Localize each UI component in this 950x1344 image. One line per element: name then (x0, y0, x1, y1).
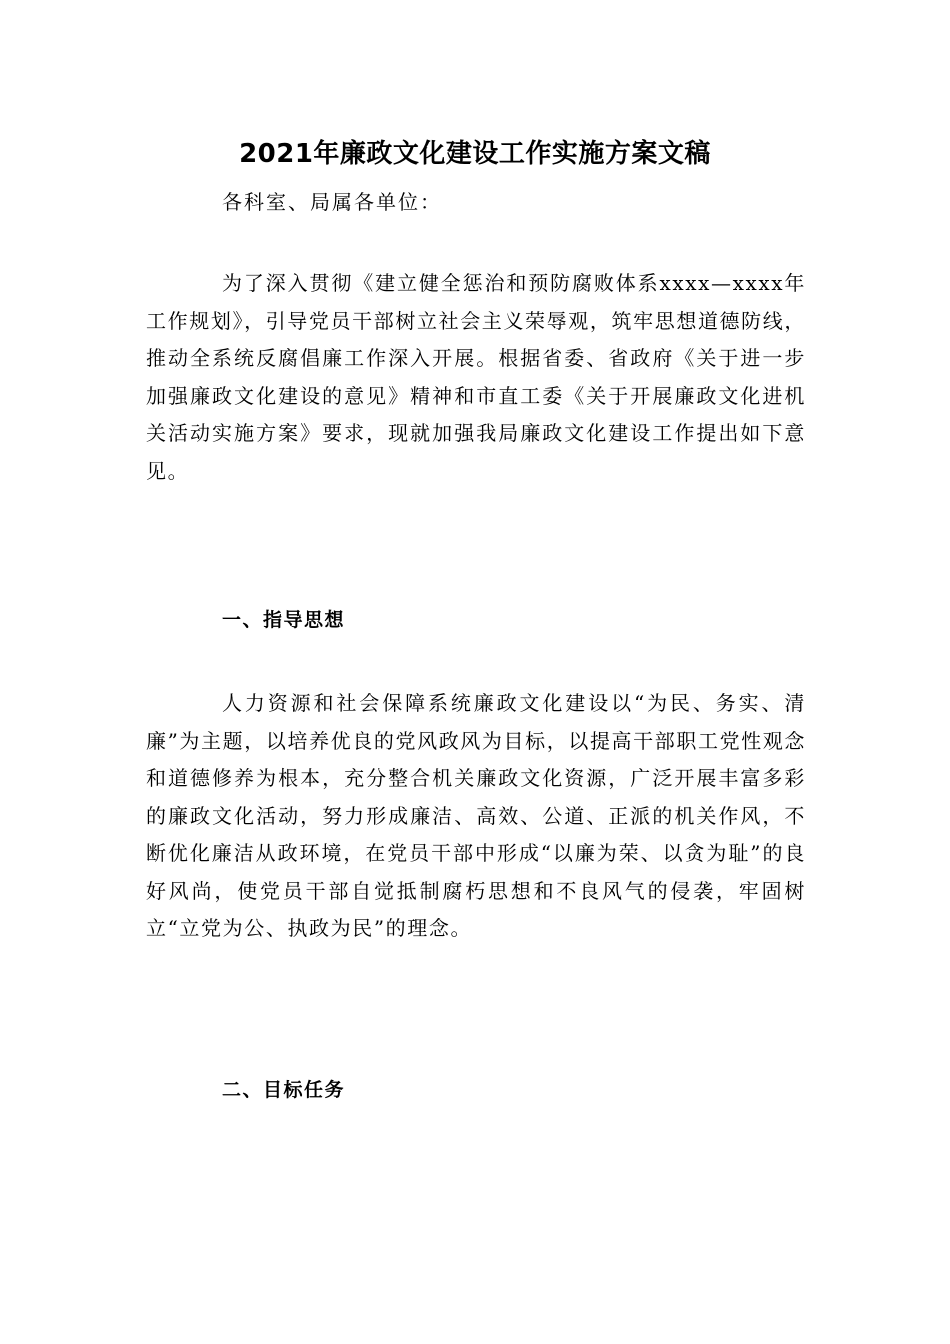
salutation: 各科室、局属各单位： (222, 190, 442, 214)
section-heading-guiding-thought: 一、指导思想 (222, 609, 346, 631)
guiding-thought-paragraph: 人力资源和社会保障系统廉政文化建设以“为民、务实、清廉”为主题，以培养优良的党风政风为目标，以提高干部职工党性观念和道德修养为根本，充分整合机关廉政文化资源，广泛开展丰富多彩的廉政文化活动，努力形成廉洁、高效、公道、正派的机关作风，不断优化廉洁从政环境，在党员干部中形成“以廉为荣、以贪为耻”的良好风尚，使党员干部自觉抵制腐朽思想和不良风气的侵袭，牢固树立“立党为公、执政为民”的理念。 (146, 691, 806, 940)
document-title: 2021年廉政文化建设工作实施方案文稿 (239, 139, 711, 169)
section-heading-objectives: 二、目标任务 (222, 1079, 346, 1101)
intro-paragraph: 为了深入贯彻《建立健全惩治和预防腐败体系xxxx—xxxx年工作规划》，引导党员干部树立社会主义荣辱观，筑牢思想道德防线，推动全系统反腐倡廉工作深入开展。根据省委、省政府《关于进一步加强廉政文化建设的意见》精神和市直工委《关于开展廉政文化进机关活动实施方案》要求，现就加强我局廉政文化建设工作提出如下意见。 (146, 271, 806, 483)
